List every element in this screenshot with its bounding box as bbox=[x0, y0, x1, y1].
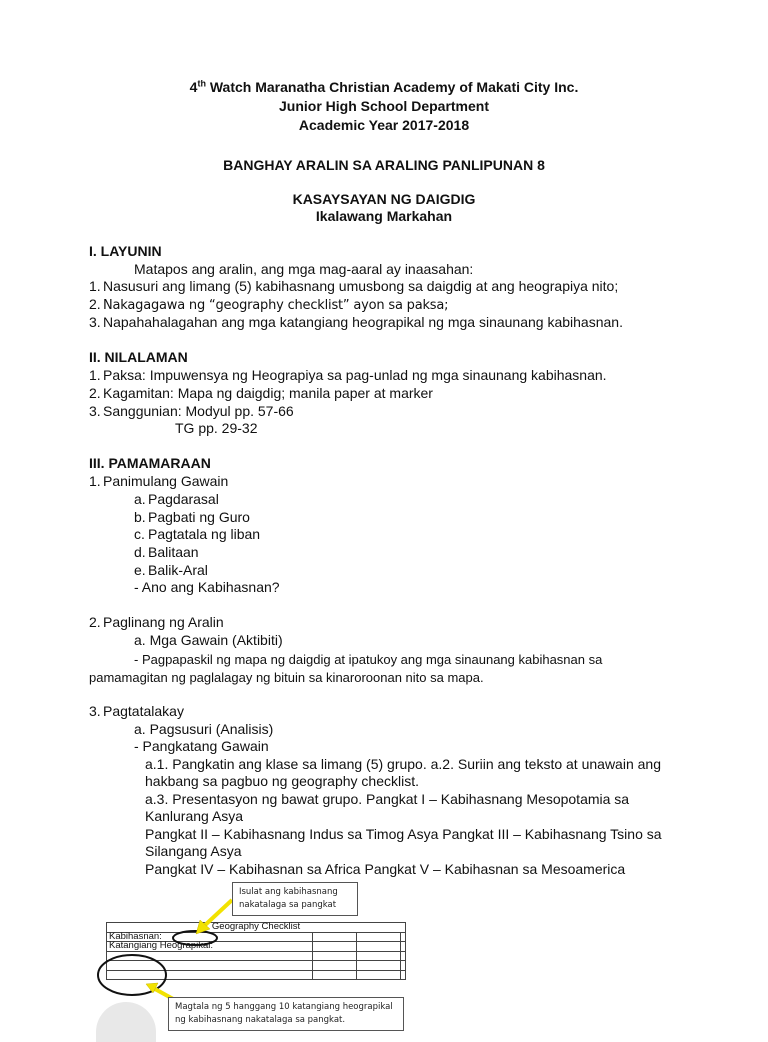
paragraph-line: a.1. Pangkatin ang klase sa limang (5) grupo. a.2. Suriin ang teksto at unawain ang bbox=[145, 756, 661, 772]
list-item: 3. Sanggunian: Modyul pp. 57-66 bbox=[89, 403, 294, 419]
layunin-intro: Matapos ang aralin, ang mga mag-aaral ay inaasahan: bbox=[134, 261, 474, 277]
list-item: e. Balik-Aral bbox=[134, 562, 208, 578]
list-item: b. Pagbati ng Guro bbox=[134, 509, 250, 525]
arrow-top bbox=[196, 900, 232, 934]
activity-description: - Pagpapaskil ng mapa ng daigdig at ipatukoy ang mga sinaunang kabihasnan sa bbox=[134, 652, 603, 667]
subject-title: KASAYSAYAN NG DAIGDIG bbox=[292, 191, 476, 207]
step-subheading: a. Mga Gawain (Aktibiti) bbox=[134, 632, 283, 648]
list-item: 1. Nasusuri ang limang (5) kabihasnang umusbong sa daigdig at ang heograpiya nito; bbox=[89, 278, 619, 294]
checklist-row-kabihasnan: Kabihasnan: bbox=[107, 932, 313, 942]
list-item: a. Pagdarasal bbox=[134, 491, 219, 507]
paragraph-line: Silangang Asya bbox=[145, 843, 242, 859]
academic-year: Academic Year 2017-2018 bbox=[298, 117, 470, 133]
paragraph-line: Pangkat IV – Kabihasnan sa Africa Pangkat V – Kabihasnan sa Mesoamerica bbox=[145, 861, 626, 877]
highlight-ellipse-kabihasnan bbox=[173, 931, 217, 945]
department-name: Junior High School Department bbox=[278, 98, 489, 114]
section-heading-nilalaman: II. NILALAMAN bbox=[89, 349, 188, 365]
checklist-row-katangian: Katangiang Heograpikal: bbox=[107, 942, 313, 952]
list-item: c. Pagtatala ng liban bbox=[134, 526, 261, 542]
callout-top: Isulat ang kabihasnang nakatalaga sa pangkat bbox=[232, 882, 358, 916]
activity-description: pamamagitan ng paglalagay ng bituin sa kinaroroonan nito sa mapa. bbox=[89, 670, 484, 685]
group-activity: - Pangkatang Gawain bbox=[134, 738, 269, 754]
step-heading: 2. Paglinang ng Aralin bbox=[89, 614, 224, 630]
section-heading-layunin: I. LAYUNIN bbox=[89, 243, 162, 259]
step-heading: 1. Panimulang Gawain bbox=[89, 473, 229, 489]
checklist-title: Geography Checklist bbox=[107, 923, 406, 933]
paragraph-line: hakbang sa pagbuo ng geography checklist. bbox=[145, 773, 419, 789]
document-title: BANGHAY ARALIN SA ARALING PANLIPUNAN 8 bbox=[223, 157, 545, 173]
paragraph-line: Pangkat II – Kabihasnang Indus sa Timog Asya Pangkat III – Kabihasnang Tsino sa bbox=[145, 826, 662, 842]
list-item: 3. Napahahalagahan ang mga katangiang heograpikal ng mga sinaunang kabihasnan. bbox=[89, 314, 623, 330]
callout-bottom: Magtala ng 5 hanggang 10 katangiang heograpikal ng kabihasnang nakatalaga sa pangkat. bbox=[168, 997, 404, 1031]
reference-tg: TG pp. 29-32 bbox=[175, 420, 258, 436]
list-item: 1. Paksa: Impuwensya ng Heograpiya sa pag-unlad ng mga sinaunang kabihasnan. bbox=[89, 367, 607, 383]
paragraph-line: a.3. Presentasyon ng bawat grupo. Pangkat I – Kabihasnang Mesopotamia sa bbox=[145, 791, 630, 807]
list-item: 2. Nakagagawa ng “geography checklist” ayon sa paksa; bbox=[89, 296, 449, 313]
list-item: d. Balitaan bbox=[134, 544, 199, 560]
paragraph-line: Kanlurang Asya bbox=[145, 808, 244, 824]
list-item: 2. Kagamitan: Mapa ng daigdig; manila paper at marker bbox=[89, 385, 433, 401]
school-name: 4th Watch Maranatha Christian Academy of Makati City Inc. bbox=[189, 78, 579, 95]
arrow-shaft bbox=[203, 900, 232, 927]
review-question: - Ano ang Kabihasnan? bbox=[134, 579, 280, 595]
quarter-title: Ikalawang Markahan bbox=[315, 208, 453, 224]
step-heading: 3. Pagtatalakay bbox=[89, 703, 184, 719]
step-subheading: a. Pagsusuri (Analisis) bbox=[134, 721, 274, 737]
section-heading-pamamaraan: III. PAMAMARAAN bbox=[89, 455, 211, 471]
